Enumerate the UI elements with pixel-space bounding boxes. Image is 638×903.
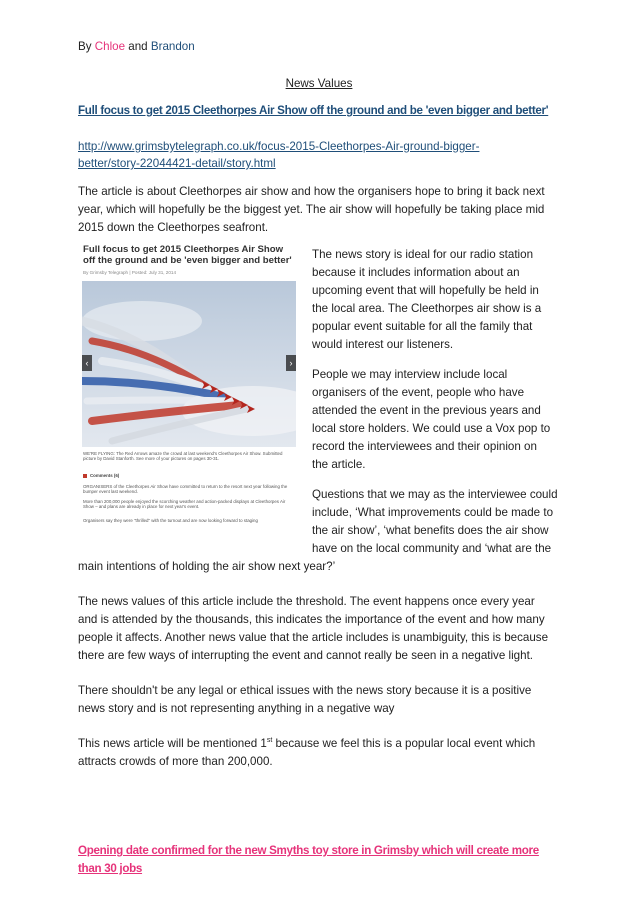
chevron-right-icon[interactable]: ›	[286, 355, 296, 371]
byline-and: and	[125, 40, 151, 53]
mention-sup: st	[266, 737, 273, 745]
story1-url-line1[interactable]: http://www.grimsbytelegraph.co.uk/focus-2015-Cleethorpes-Air-ground-bigger-	[78, 140, 480, 153]
mention-line2: attracts crowds of more than 200,000.	[78, 755, 273, 768]
red-arrows-photo	[82, 281, 296, 447]
side-p3-end: main intentions of holding the air show next year?’	[78, 560, 336, 573]
values-line: there are few ways of interrupting the event and cannot really be seen in a negative light.	[78, 649, 534, 662]
side-p2-line: the article.	[312, 458, 366, 471]
story1-url-line2[interactable]: better/story-22044421-detail/story.html	[78, 157, 276, 170]
side-p1-line: the local area. The Cleethorpes air show is a	[312, 302, 542, 315]
side-p1-line: because it includes information about an	[312, 266, 520, 279]
red-arrows-illustration	[82, 281, 296, 447]
side-p3-line: the air show’, ‘what benefits does the air show	[312, 524, 549, 537]
screenshot-meta: By Grimsby Telegraph | Posted: July 31, 2014	[83, 270, 177, 275]
side-p1-line: popular event suitable for all the family that	[312, 320, 533, 333]
section-title: News Values	[285, 77, 353, 90]
values-line: and is attended by the thousands, this indicates the importance of the event and how many	[78, 613, 545, 626]
story1-headline[interactable]: Full focus to get 2015 Cleethorpes Air Show off the ground and be 'even bigger and better'	[78, 104, 549, 117]
side-p1-line: The news story is ideal for our radio station	[312, 248, 534, 261]
side-p2-line: record the interviewees and their opinion on	[312, 440, 537, 453]
story1-intro-line2: year, which will hopefully be the biggest yet. The air show will hopefully be taking place mid	[78, 203, 545, 216]
screenshot-headline: Full focus to get 2015 Cleethorpes Air Show off the ground and be 'even bigger and better'	[83, 244, 292, 266]
mention-post: because we feel this is a popular local event which	[272, 737, 536, 750]
mention-pre: This news article will be mentioned 1	[78, 737, 267, 750]
story2-headline-line2[interactable]: than 30 jobs	[78, 862, 143, 875]
side-p3-line: have on the local community and ‘what are the	[312, 542, 552, 555]
legal-line: news story and is not representing anything in a negative way	[78, 702, 395, 715]
story1-intro-line1: The article is about Cleethorpes air show and how the organisers hope to bring it back next	[78, 185, 545, 198]
screenshot-body-para2: More than 200,000 people enjoyed the scorching weather and action-packed displays at Cleethorpes Air Show – and plans are already in place for next year's event.	[83, 499, 286, 510]
author-chloe: Chloe	[94, 40, 126, 53]
story2-headline-line1[interactable]: Opening date confirmed for the new Smyths toy store in Grimsby which will create more	[78, 844, 539, 857]
author-brandon: Brandon	[150, 40, 195, 53]
screenshot-caption: WE'RE FLYING: The Red Arrows amaze the crowd at last weekend's Cleethorpes Air Show. Submitted picture by David Stanforth. See more of your pictures on pages 30-31.	[83, 451, 283, 462]
chevron-left-icon[interactable]: ‹	[82, 355, 92, 371]
side-p2-line: organisers of the event, people who have	[312, 386, 525, 399]
screenshot-body-para3: Organisers say they were "thrilled" with the turnout and are now looking forward to staging	[83, 518, 258, 523]
article-screenshot	[78, 241, 300, 527]
side-p1-line: upcoming event that will hopefully be held in	[312, 284, 539, 297]
mention-line1	[78, 735, 568, 753]
screenshot-body-para1: ORGANISERS of the Cleethorpes Air Show have committed to return to the resort next year following the bumper event last weekend.	[83, 484, 288, 495]
side-p2-line: People we may interview include local	[312, 368, 508, 381]
side-p3-line: include, ‘What improvements could be made to	[312, 506, 554, 519]
story1-intro-line3: 2015 down the Cleethorpes seafront.	[78, 221, 269, 234]
values-line: people it affects. Another news value that the article includes is unambiguity, this is because	[78, 631, 549, 644]
legal-line: There shouldn't be any legal or ethical issues with the news story because it is a positive	[78, 684, 532, 697]
side-p2-line: attended the event in the previous years and	[312, 404, 541, 417]
side-p2-line: local store holders. We could use a Vox pop to	[312, 422, 551, 435]
side-p3-line: Questions that we may as the interviewee could	[312, 488, 558, 501]
byline	[78, 38, 195, 56]
side-p1-line: would interest our listeners.	[312, 338, 454, 351]
values-line: The news values of this article include the threshold. The event happens once every year	[78, 595, 535, 608]
screenshot-comments-link[interactable]: Comments (6)	[83, 473, 119, 478]
byline-prefix: By	[78, 40, 95, 53]
